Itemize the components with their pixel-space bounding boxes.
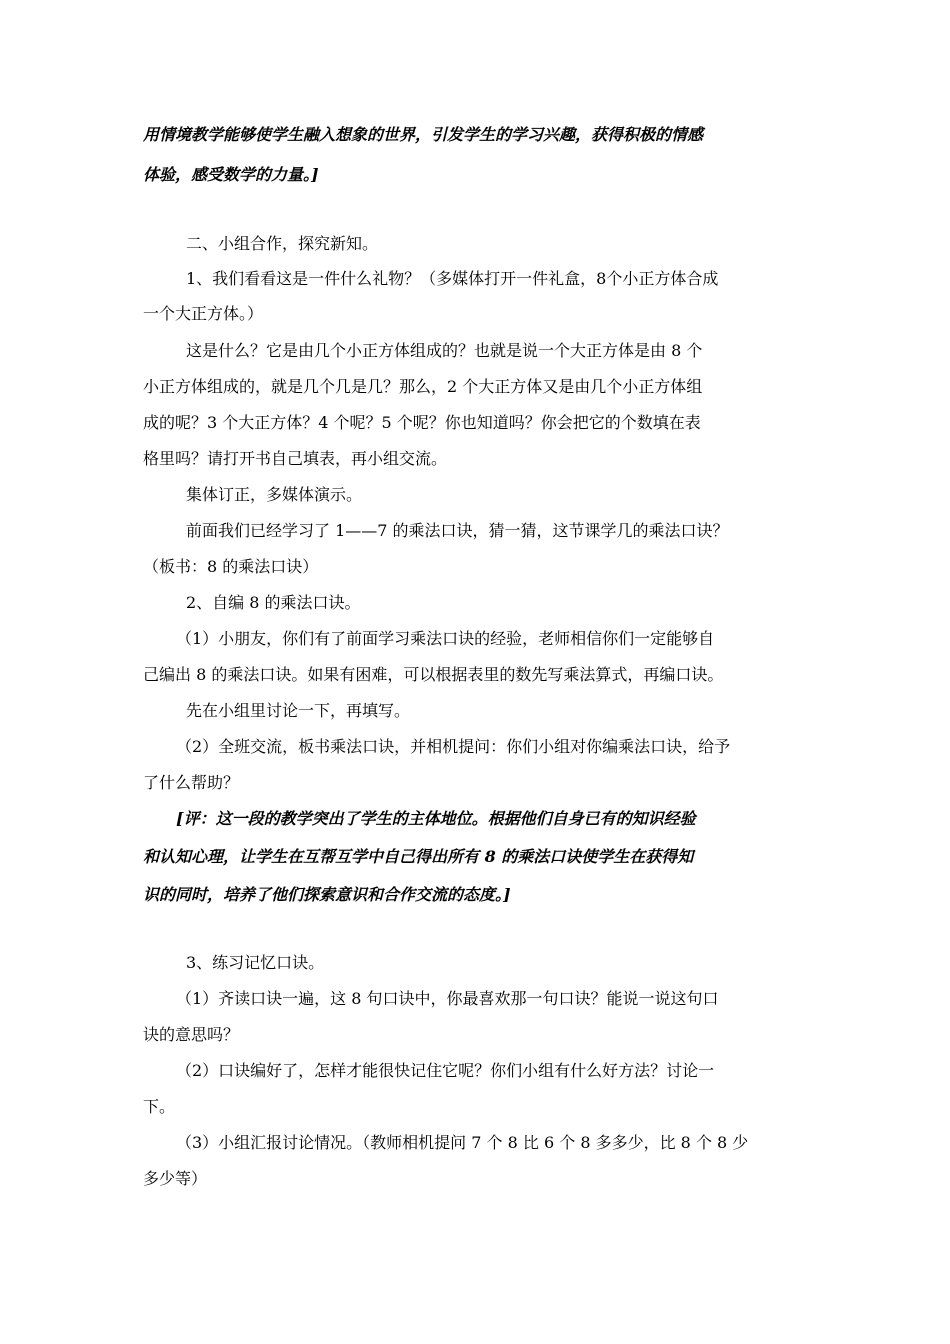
- paragraph-line: （2）口诀编好了，怎样才能很快记住它呢？你们小组有什么好方法？讨论一: [176, 1061, 715, 1080]
- comment-line: 体验，感受数学的力量。]: [143, 165, 319, 184]
- comment-line: 用情境教学能够使学生融入想象的世界，引发学生的学习兴趣，获得积极的情感: [143, 125, 704, 144]
- paragraph-line: 这是什么？它是由几个小正方体组成的？也就是说一个大正方体是由 8 个: [186, 341, 703, 360]
- paragraph-line: （3）小组汇报讨论情况。（教师相机提问 7 个 8 比 6 个 8 多多少，比 8 个 8 少: [176, 1133, 749, 1152]
- comment-line: [评：这一段的教学突出了学生的主体地位。根据他们自身已有的知识经验: [176, 809, 696, 828]
- paragraph-line: 2、自编 8 的乘法口诀。: [186, 593, 361, 612]
- paragraph-line: 下。: [143, 1097, 176, 1116]
- paragraph-line: 了什么帮助？: [143, 773, 240, 792]
- paragraph-line: 1、我们看看这是一件什么礼物？（多媒体打开一件礼盒，8个小正方体合成: [186, 269, 719, 288]
- paragraph-line: 小正方体组成的，就是几个几是几？那么，2 个大正方体又是由几个小正方体组: [143, 377, 703, 396]
- paragraph-line: 先在小组里讨论一下，再填写。: [186, 701, 411, 720]
- section-heading: 3、练习记忆口诀。: [186, 953, 325, 972]
- paragraph-line: 一个大正方体。）: [143, 304, 264, 323]
- paragraph-line: （1）小朋友，你们有了前面学习乘法口诀的经验，老师相信你们一定能够自: [176, 629, 715, 648]
- paragraph-line: 格里吗？请打开书自己填表，再小组交流。: [143, 449, 448, 468]
- paragraph-line: 诀的意思吗？: [143, 1025, 240, 1044]
- paragraph-line: （板书：8 的乘法口诀）: [143, 557, 319, 576]
- paragraph-line: （2）全班交流，板书乘法口诀，并相机提问：你们小组对你编乘法口诀，给予: [176, 737, 731, 756]
- comment-line: 识的同时，培养了他们探索意识和合作交流的态度。]: [143, 885, 511, 904]
- paragraph-line: 前面我们已经学习了 1——7 的乘法口诀，猜一猜，这节课学几的乘法口诀？: [186, 521, 729, 540]
- paragraph-line: 成的呢？3 个大正方体？4 个呢？5 个呢？你也知道吗？你会把它的个数填在表: [143, 413, 701, 432]
- section-heading: 二、小组合作，探究新知。: [186, 234, 379, 253]
- paragraph-line: （1）齐读口诀一遍，这 8 句口诀中，你最喜欢那一句口诀？能说一说这句口: [176, 989, 719, 1008]
- paragraph-line: 己编出 8 的乘法口诀。如果有困难，可以根据表里的数先写乘法算式，再编口诀。: [143, 665, 724, 684]
- paragraph-line: 集体订正，多媒体演示。: [186, 485, 363, 504]
- comment-line: 和认知心理，让学生在互帮互学中自己得出所有 8 的乘法口诀使学生在获得知: [143, 847, 694, 866]
- paragraph-line: 多少等）: [143, 1169, 208, 1188]
